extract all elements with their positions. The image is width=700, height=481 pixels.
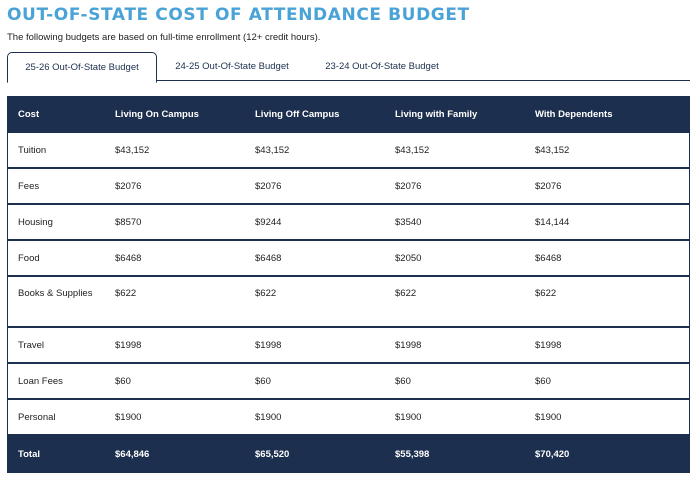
table-cell: $2076 bbox=[535, 180, 562, 192]
header-with-dependents: With Dependents bbox=[535, 108, 613, 120]
tab-24-25-budget[interactable]: 24-25 Out-Of-State Budget bbox=[175, 61, 289, 72]
table-cell: $622 bbox=[535, 288, 557, 299]
table-cell: $14,144 bbox=[535, 216, 570, 228]
header-with-family: Living with Family bbox=[395, 108, 478, 120]
table-cell: $2076 bbox=[395, 180, 422, 192]
table-cell: $6468 bbox=[255, 252, 282, 264]
total-cell: $55,398 bbox=[395, 448, 430, 460]
tab-23-24-budget[interactable]: 23-24 Out-Of-State Budget bbox=[325, 61, 439, 72]
table-cell: $60 bbox=[255, 375, 271, 387]
table-row bbox=[8, 205, 689, 241]
table-row bbox=[8, 400, 689, 436]
table-cell: $1998 bbox=[395, 339, 422, 351]
table-cell: $60 bbox=[395, 375, 411, 387]
table-cell: $1900 bbox=[535, 411, 562, 423]
table-cell: $1998 bbox=[535, 339, 562, 351]
table-total-row bbox=[8, 436, 689, 472]
table-cell: $622 bbox=[255, 288, 277, 299]
row-label: Tuition bbox=[18, 144, 47, 156]
table-row bbox=[8, 277, 689, 328]
table-cell: $622 bbox=[395, 288, 417, 299]
table-cell: $622 bbox=[115, 288, 137, 299]
tab-25-26-budget[interactable]: 25-26 Out-Of-State Budget bbox=[7, 52, 157, 83]
table-cell: $43,152 bbox=[115, 144, 150, 156]
row-label: Food bbox=[18, 252, 40, 264]
budget-table bbox=[7, 96, 690, 473]
table-cell: $1900 bbox=[255, 411, 282, 423]
table-row bbox=[8, 241, 689, 277]
table-row bbox=[8, 169, 689, 205]
table-cell: $8570 bbox=[115, 216, 142, 228]
row-label: Housing bbox=[18, 216, 53, 228]
table-row bbox=[8, 364, 689, 400]
table-cell: $2076 bbox=[255, 180, 282, 192]
row-label: Loan Fees bbox=[18, 375, 63, 387]
total-cell: $65,520 bbox=[255, 448, 290, 460]
header-off-campus: Living Off Campus bbox=[255, 108, 340, 120]
table-cell: $43,152 bbox=[395, 144, 430, 156]
total-cell: $64,846 bbox=[115, 448, 150, 460]
row-label: Travel bbox=[18, 339, 45, 351]
page-title: OUT-OF-STATE COST OF ATTENDANCE BUDGET bbox=[7, 5, 470, 25]
table-cell: $1998 bbox=[115, 339, 142, 351]
table-cell: $43,152 bbox=[535, 144, 570, 156]
total-label: Total bbox=[18, 448, 40, 460]
page-subtitle: The following budgets are based on full-time enrollment (12+ credit hours). bbox=[7, 32, 321, 43]
budget-tabs bbox=[7, 52, 690, 81]
table-cell: $1900 bbox=[115, 411, 142, 423]
table-cell: $1998 bbox=[255, 339, 282, 351]
header-on-campus: Living On Campus bbox=[115, 108, 199, 120]
table-cell: $43,152 bbox=[255, 144, 290, 156]
header-cost: Cost bbox=[18, 108, 40, 120]
table-cell: $3540 bbox=[395, 216, 422, 228]
table-cell: $6468 bbox=[535, 252, 562, 264]
table-header-row bbox=[8, 97, 689, 133]
row-label: Personal bbox=[18, 411, 56, 423]
table-cell: $60 bbox=[115, 375, 131, 387]
table-row bbox=[8, 328, 689, 364]
table-cell: $6468 bbox=[115, 252, 142, 264]
total-cell: $70,420 bbox=[535, 448, 570, 460]
table-row bbox=[8, 133, 689, 169]
table-cell: $2076 bbox=[115, 180, 142, 192]
table-cell: $60 bbox=[535, 375, 551, 387]
table-cell: $9244 bbox=[255, 216, 282, 228]
table-cell: $1900 bbox=[395, 411, 422, 423]
row-label: Books & Supplies bbox=[18, 288, 93, 299]
table-cell: $2050 bbox=[395, 252, 422, 264]
row-label: Fees bbox=[18, 180, 40, 192]
